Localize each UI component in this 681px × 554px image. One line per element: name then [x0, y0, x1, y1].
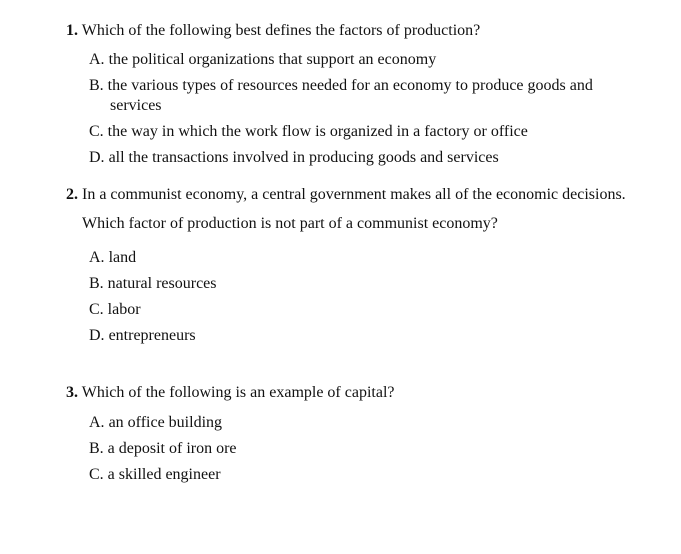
question-2: [66, 185, 636, 346]
question-1-choice-c[interactable]: [89, 122, 636, 142]
question-1-stem: [66, 21, 636, 41]
choice-text: natural resources: [107, 275, 217, 292]
question-3: [66, 383, 636, 485]
choice-letter: D.: [89, 327, 105, 344]
choice-letter: D.: [89, 149, 105, 166]
question-2-choice-d[interactable]: [89, 326, 636, 346]
choice-letter: B.: [89, 77, 104, 94]
question-3-choice-b[interactable]: [89, 439, 636, 459]
choice-text: the various types of resources needed for an economy to produce goods and services: [107, 77, 593, 114]
choice-letter: A.: [89, 51, 105, 68]
choice-text: an office building: [108, 414, 223, 431]
choice-letter: C.: [89, 466, 104, 483]
choice-letter: C.: [89, 301, 104, 318]
question-1-choice-a[interactable]: [89, 50, 636, 70]
choice-letter: C.: [89, 123, 104, 140]
question-1-text: Which of the following best defines the factors of production?: [81, 22, 481, 39]
question-3-choices: [66, 413, 636, 485]
question-2-subtext: Which factor of production is not part of a communist economy?: [82, 215, 498, 232]
question-3-number: 3.: [66, 384, 78, 401]
question-2-choice-b[interactable]: [89, 274, 636, 294]
choice-text: a deposit of iron ore: [107, 440, 237, 457]
question-3-stem: [66, 383, 636, 403]
question-3-text: Which of the following is an example of capital?: [81, 384, 395, 401]
question-3-choice-c[interactable]: [89, 465, 636, 485]
question-2-stem: [66, 185, 636, 205]
question-1: [66, 21, 636, 168]
choice-letter: A.: [89, 414, 105, 431]
choice-text: the way in which the work flow is organized in a factory or office: [107, 123, 528, 140]
choice-letter: A.: [89, 249, 105, 266]
question-1-choice-d[interactable]: [89, 148, 636, 168]
question-1-choices: [66, 50, 636, 168]
question-2-choice-a[interactable]: [89, 248, 636, 268]
question-1-choice-b[interactable]: [89, 76, 636, 116]
question-3-choice-a[interactable]: [89, 413, 636, 433]
question-2-number: 2.: [66, 186, 78, 203]
choice-letter: B.: [89, 275, 104, 292]
choice-text: land: [108, 249, 137, 266]
choice-text: a skilled engineer: [107, 466, 221, 483]
question-2-choice-c[interactable]: [89, 300, 636, 320]
question-2-choices: [66, 248, 636, 346]
choice-text: all the transactions involved in producing goods and services: [108, 149, 499, 166]
choice-text: labor: [107, 301, 141, 318]
question-2-text: In a communist economy, a central government makes all of the economic decisions.: [82, 186, 626, 203]
choice-letter: B.: [89, 440, 104, 457]
choice-text: entrepreneurs: [108, 327, 196, 344]
question-1-number: 1.: [66, 22, 78, 39]
choice-text: the political organizations that support an economy: [108, 51, 437, 68]
